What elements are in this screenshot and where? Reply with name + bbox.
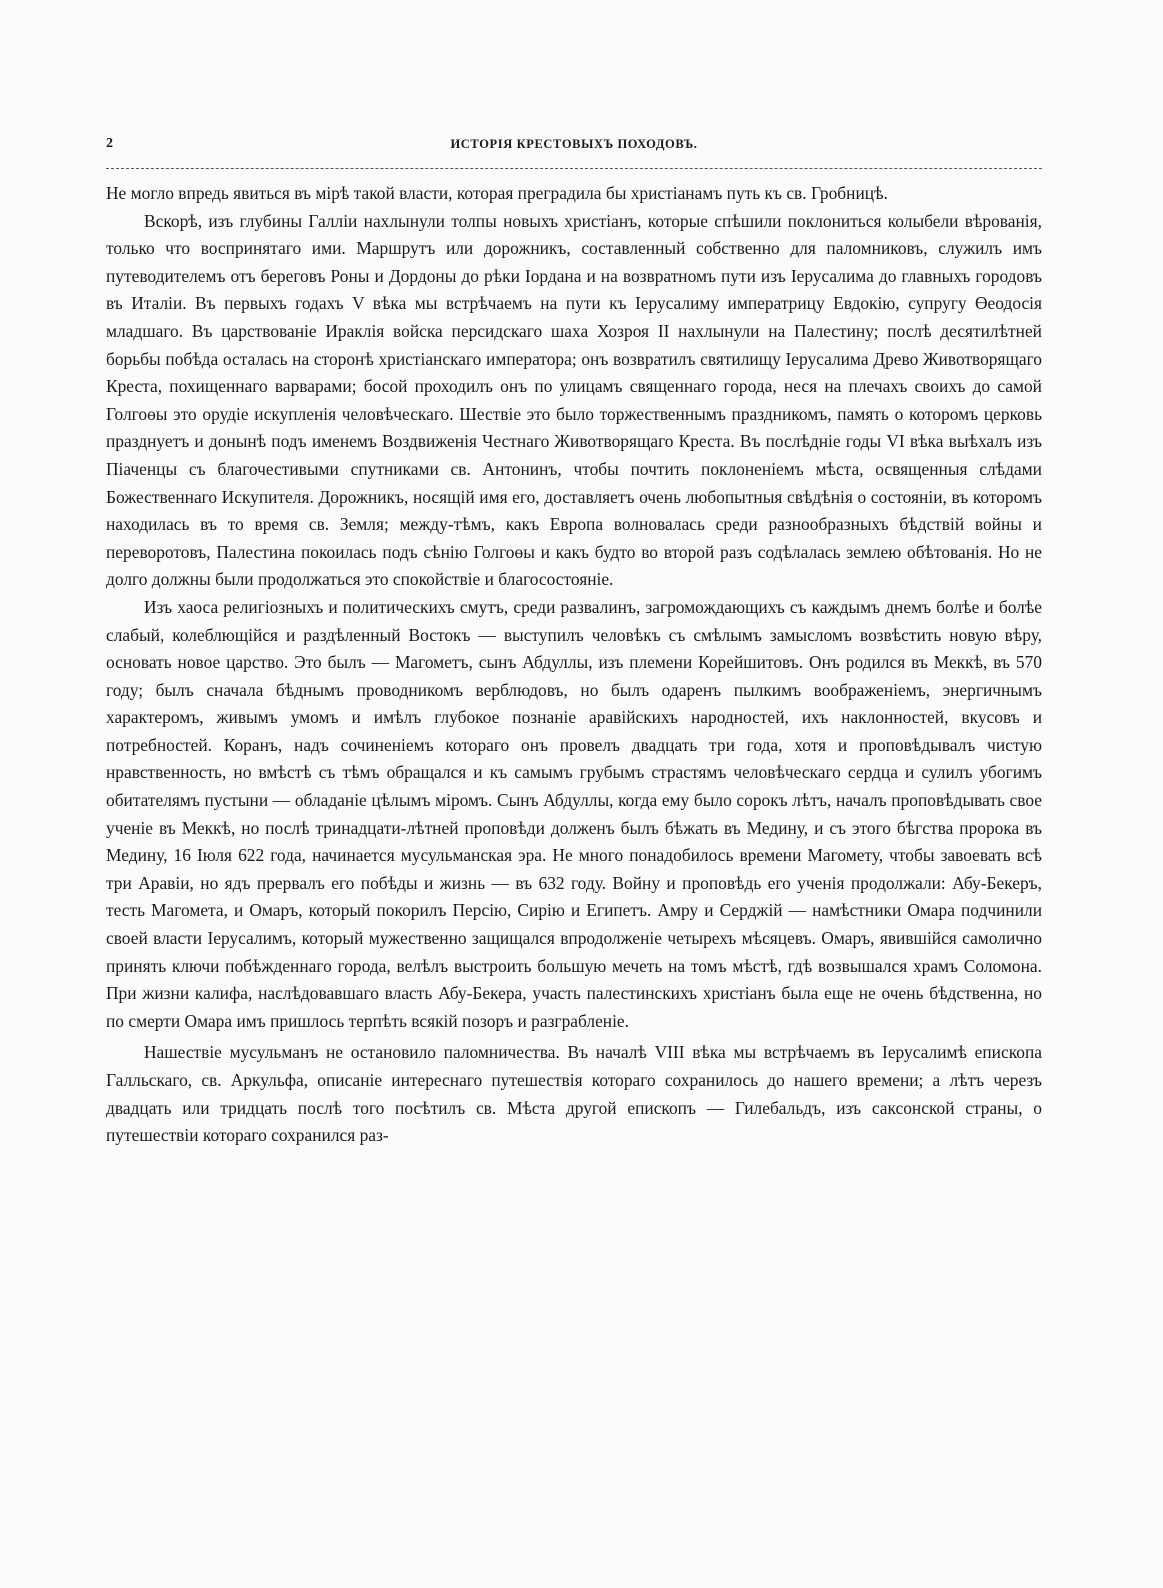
paragraph: Изъ хаоса религіозныхъ и политическихъ смутъ, среди развалинъ, загромождающихъ съ каждымъ днемъ болѣе и болѣе слабый, колеблющійся и раздѣленный Востокъ — выступилъ человѣкъ съ смѣлымъ замысломъ возвѣстить новую вѣру, основать новое царство. Это былъ — Магометъ, сынъ Абдуллы, изъ племени Корейшитовъ. Онъ родился въ Меккѣ, въ 570 году; былъ сначала бѣднымъ проводникомъ верблюдовъ, но былъ одаренъ пылкимъ воображеніемъ, энергичнымъ характеромъ, живымъ умомъ и имѣлъ глубокое познаніе аравійскихъ народностей, ихъ наклонностей, вкусовъ и потребностей. Коранъ, надъ сочиненіемъ котораго онъ провелъ двадцать три года, хотя и проповѣдывалъ чистую нравственность, но вмѣстѣ съ тѣмъ обращался и къ самымъ грубымъ страстямъ человѣческаго сердца и сулилъ убогимъ обитателямъ пустыни — обладаніе цѣлымъ міромъ. Сынъ Абдуллы, когда ему было сорокъ лѣтъ, началъ проповѣдывать свое ученіе въ Меккѣ, но послѣ тринадцати-лѣтней проповѣди долженъ былъ бѣжать въ Медину, и съ этого бѣгства пророка въ Медину, 16 Іюля 622 года, начинается мусульманская эра. Не много понадобилось времени Магомету, чтобы завоевать всѣ три Аравіи, но ядъ прервалъ его побѣды и жизнь — въ 632 году. Войну и проповѣдь его ученія продолжали: Абу-Бекеръ, тесть Магомета, и Омаръ, который покорилъ Персію, Сирію и Египетъ. Амру и Серджій — намѣстники Омара подчинили своей власти Іерусалимъ, который мужественно защищался впродолженіе четырехъ мѣсяцевъ. Омаръ, явившійся самолично принять ключи побѣжденнаго города, велѣлъ выстроить большую мечеть на томъ мѣстѣ, гдѣ возвышался храмъ Соломона. При жизни калифа, наслѣдовавшаго власть Абу-Бекера, участь палестинскихъ христіанъ была еще не очень бѣдственна, но по смерти Омара имъ пришлось терпѣть всякій позоръ и разграбленіе.: [106, 596, 1042, 1031]
header-divider: [106, 168, 1042, 169]
page-header: [106, 136, 1042, 158]
paragraph: Вскорѣ, изъ глубины Галліи нахлынули толпы новыхъ христіанъ, которые спѣшили поклониться колыбели вѣрованія, только что воспринятаго ими. Маршрутъ или дорожникъ, составленный собственно для паломниковъ, служилъ имъ путеводителемъ отъ береговъ Роны и Дордоны до рѣки Іордана и на возвратномъ пути изъ Іерусалима до главныхъ городовъ въ Италіи. Въ первыхъ годахъ V вѣка мы встрѣчаемъ на пути къ Іерусалиму императрицу Евдокію, супругу Өеодосія младшаго. Въ царствованіе Ираклія войска персидскаго шаха Хозроя II нахлынули на Палестину; послѣ десятилѣтней борьбы побѣда осталась на сторонѣ христіанскаго императора; онъ возвратилъ святилищу Іерусалима Древо Животворящаго Креста, похищеннаго варварами; босой проходилъ онъ по улицамъ священнаго города, неся на плечахъ своихъ до самой Голгоөы это орудіе искупленія человѣческаго. Шествіе это было торжественнымъ праздникомъ, память о которомъ церковь празднуетъ и донынѣ подъ именемъ Воздвиженія Честнаго Животворящаго Креста. Въ послѣдніе годы VI вѣка выѣхалъ изъ Піаченцы съ благочестивыми спутниками св. Антонинъ, чтобы почтить поклоненіемъ мѣста, освященныя слѣдами Божественнаго Искупителя. Дорожникъ, носящій имя его, доставляетъ очень любопытныя свѣдѣнія о состояніи, въ которомъ находилась въ то время св. Земля; между-тѣмъ, какъ Европа волновалась среди разнообразныхъ бѣдствій войны и переворотовъ, Палестина покоилась подъ сѣнію Голгоөы и какъ будто во второй разъ содѣлалась землею обѣтованія. Но не долго должны были продолжаться это спокойствіе и благосостояніе.: [106, 210, 1042, 590]
running-title: ИСТОРІЯ КРЕСТОВЫХЪ ПОХОДОВЪ.: [450, 137, 698, 151]
paragraph: Нашествіе мусульманъ не остановило паломничества. Въ началѣ VIII вѣка мы встрѣчаемъ въ Іерусалимѣ епископа Галльскаго, св. Аркульфа, описаніе интереснаго путешествія котораго сохранилось до нашего времени; а лѣтъ черезъ двадцать или тридцать послѣ того посѣтилъ св. Мѣста другой епископъ — Гилебальдъ, изъ саксонской страны, о путешествіи котораго сохранился раз-: [106, 1042, 1042, 1146]
body-text: [106, 180, 1042, 1150]
page-number: 2: [106, 136, 113, 151]
paragraph-continuation: Не могло впредь явиться въ мірѣ такой власти, которая преградила бы христіанамъ путь къ св. Гробницѣ.: [106, 183, 888, 203]
